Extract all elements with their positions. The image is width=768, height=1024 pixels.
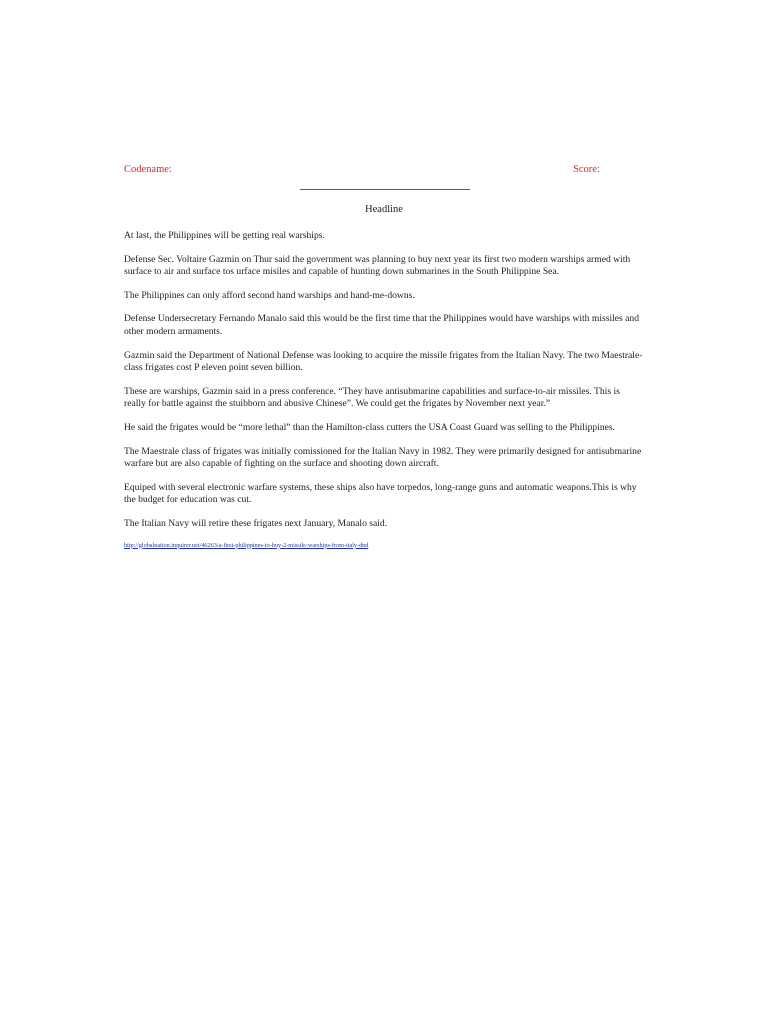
paragraph-10: The Italian Navy will retire these frigates next January, Manalo said. — [124, 517, 388, 529]
source-link[interactable]: http://globalnation.inquirer.net/46263/a-first-philippines-to-buy-2-missile-warships-from-italy-dnd — [124, 541, 369, 549]
name-underline — [300, 189, 470, 190]
score-label: Score: — [573, 164, 600, 175]
paragraph-7: He said the frigates would be “more lethal” than the Hamilton-class cutters the USA Coast Guard was selling to the Philippines. — [124, 421, 616, 433]
paragraph-8: The Maestrale class of frigates was initially comissioned for the Italian Navy in 1982. They were primarily designed for antisubmarine warfare but are also capable of fighting on the surface and shooting down aircraft. — [124, 445, 642, 470]
paragraph-6: These are warships, Gazmin said in a press conference. “They have antisubmarine capabilities and surface-to-air missiles. This is really for battle against the stuibborn and abusive Chinese”. We could get the frigates by November next year.” — [124, 385, 620, 410]
codename-label: Codename: — [124, 164, 172, 175]
paragraph-4: Defense Undersecretary Fernando Manalo said this would be the first time that the Philippines would have warships with missiles and other modern armaments. — [124, 313, 640, 337]
paragraph-9: Equiped with several electronic warfare systems, these ships also have torpedos, long-range guns and automatic weapons.This is why the budget for education was cut. — [124, 481, 637, 506]
headline: Headline — [365, 204, 403, 215]
paragraph-3: The Philippines can only afford second hand warships and hand-me-downs. — [124, 289, 415, 301]
paragraph-1: At last, the Philippines will be getting real warships. — [124, 230, 325, 241]
paragraph-2: Defense Sec. Voltaire Gazmin on Thur said the government was planning to buy next year its first two modern warships armed with surface to air and surface tos urface misiles and capable of hunting down submarines in the South Philippine Sea. — [124, 253, 631, 278]
paragraph-5: Gazmin said the Department of National Defense was looking to acquire the missile frigates from the Italian Navy. The two Maestrale-class frigates cost P eleven point seven billion. — [124, 349, 643, 374]
article-body — [124, 230, 644, 550]
